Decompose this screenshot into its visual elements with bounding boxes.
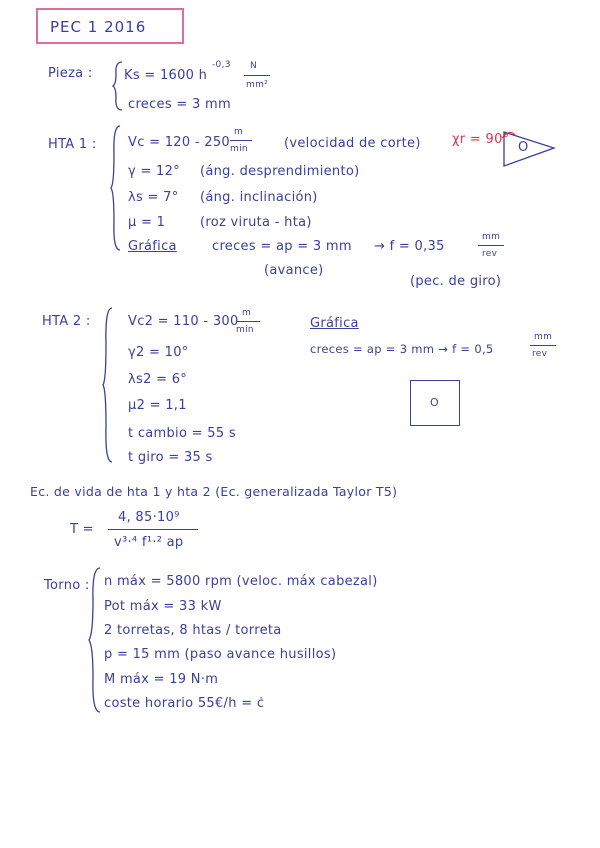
hta2-mu2: μ2 = 1,1 [128,398,187,413]
hta1-lambda: λs = 7° [128,190,179,205]
taylor-fraction-bar [108,529,198,530]
pieza-label: Pieza : [48,66,93,81]
hta1-vc: Vc = 120 - 250 [128,135,230,150]
hta2-gamma2: γ2 = 10° [128,345,189,360]
hta2-vc2-fraction-bar [236,321,260,322]
pieza-ks: Ks = 1600 h [124,68,208,83]
hta1-insert-triangle [500,126,558,170]
hta1-feed-unit-den: rev [482,249,498,259]
hta2-insert-symbol: O [430,396,439,409]
pieza-ks-unit-den: mm² [246,80,269,90]
torno-brace [88,566,102,714]
hta2-label: HTA 2 : [42,314,91,329]
hta1-feed-fraction-bar [478,245,504,246]
torno-coste: coste horario 55€/h = ċ [104,696,265,711]
hta1-brace [110,124,122,252]
taylor-numerator: 4, 85·10⁹ [118,510,180,525]
hta1-vc-note: (velocidad de corte) [284,136,421,151]
torno-p: p = 15 mm (paso avance husillos) [104,647,337,662]
taylor-heading: Ec. de vida de hta 1 y hta 2 (Ec. generalizada Taylor T5) [30,484,398,499]
hta2-feed-unit-num: mm [534,332,553,342]
hta2-vc2: Vc2 = 110 - 300 [128,314,239,329]
hta1-grafica: Gráfica [128,239,177,254]
hta1-feed: → f = 0,35 [374,239,445,254]
hta2-brace [102,306,114,464]
hta2-feed-fraction-bar [530,345,556,346]
hta1-pec-giro: (pec. de giro) [410,274,502,289]
hta1-mu: μ = 1 [128,215,166,230]
hta2-vc2-unit-den: min [236,325,254,335]
title-box [36,8,184,44]
hta1-lambda-note: (áng. inclinación) [200,190,318,205]
hta1-gamma: γ = 12° [128,164,180,179]
hta1-gamma-note: (áng. desprendimiento) [200,164,360,179]
hta1-vc-fraction-bar [230,140,252,141]
hta1-insert-symbol: O [518,140,529,155]
hta1-creces-ap: creces = ap = 3 mm [212,239,352,254]
hta1-feed-unit-num: mm [482,232,501,242]
pieza-creces: creces = 3 mm [128,97,231,112]
hta1-label: HTA 1 : [48,137,97,152]
pieza-ks-fraction-bar [244,75,270,76]
hta2-feed-unit-den: rev [532,349,548,359]
taylor-lhs: T = [70,522,94,537]
hta1-avance: (avance) [264,263,324,278]
pieza-ks-exponent: -0,3 [212,60,231,70]
torno-torretas: 2 torretas, 8 htas / torreta [104,623,282,638]
hta1-vc-unit-num: m [234,127,244,137]
hta1-vc-unit-den: min [230,144,248,154]
torno-pmax: Pot máx = 33 kW [104,599,222,614]
hta2-tcambio: t cambio = 55 s [128,426,236,441]
taylor-denominator: v³·⁴ f¹·² ap [114,535,184,550]
hta2-creces-ap: creces = ap = 3 mm → f = 0,5 [310,342,494,356]
hta2-lambda2: λs2 = 6° [128,372,188,387]
torno-nmax: n máx = 5800 rpm (veloc. máx cabezal) [104,574,378,589]
hta1-kr: χr = 90° [452,132,510,147]
torno-label: Torno : [44,578,90,593]
hta2-grafica: Gráfica [310,316,359,331]
torno-mmax: M máx = 19 N·m [104,672,219,687]
page-title: PEC 1 2016 [50,18,147,36]
hta1-mu-note: (roz viruta - hta) [200,215,312,230]
hta2-tgiro: t giro = 35 s [128,450,213,465]
pieza-ks-unit-num: N [250,61,258,71]
hta2-vc2-unit-num: m [242,308,252,318]
pieza-brace [112,60,124,112]
